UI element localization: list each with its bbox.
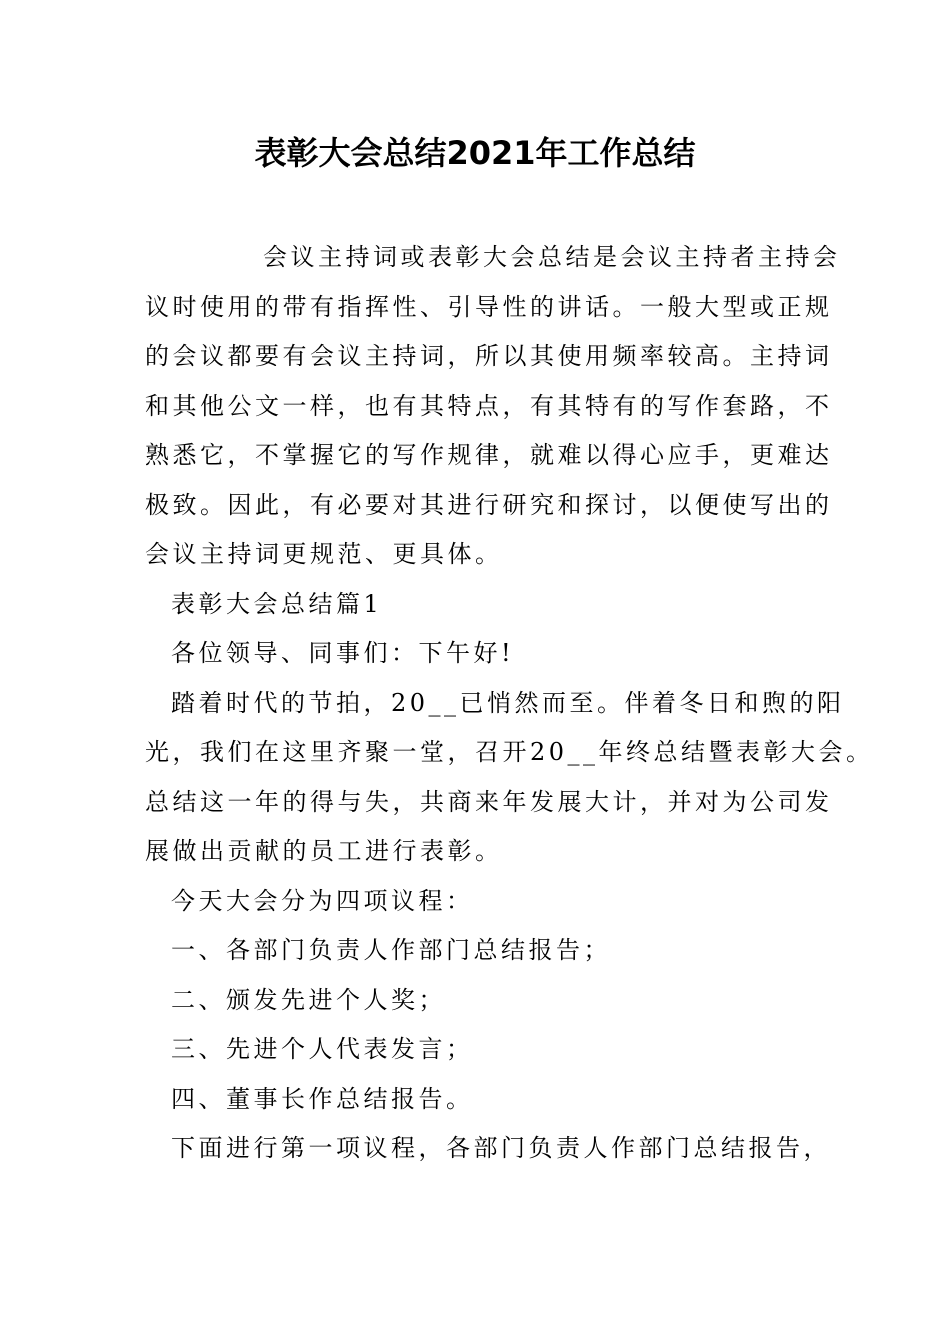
agenda-item: 四、董事长作总结报告。 — [171, 1084, 474, 1113]
text-line: 熟悉它，不掌握它的写作规律，就难以得心应手，更难达 — [145, 441, 833, 469]
text-line: 会议主持词更规范、更具体。 — [145, 540, 503, 568]
text-line: 极致。因此，有必要对其进行研究和探讨，以便使写出的 — [145, 490, 833, 519]
document-body — [145, 233, 874, 1174]
agenda-item: 二、颁发先进个人奖； — [171, 985, 446, 1014]
agenda-item: 三、先进个人代表发言； — [171, 1035, 474, 1063]
agenda-item: 一、各部门负责人作部门总结报告； — [171, 936, 611, 964]
text-line: 展做出贡献的员工进行表彰。 — [145, 837, 503, 865]
document-title: 表彰大会总结2021年工作总结 — [254, 134, 696, 172]
text-line: 议时使用的带有指挥性、引导性的讲话。一般大型或正规 — [145, 292, 833, 321]
text-line: 下面进行第一项议程，各部门负责人作部门总结报告， — [171, 1134, 831, 1162]
text-line: 踏着时代的节拍，20__已悄然而至。伴着冬日和煦的阳 — [171, 688, 845, 717]
greeting-line: 各位领导、同事们：下午好! — [171, 639, 515, 667]
text-line: 会议主持词或表彰大会总结是会议主持者主持会 — [263, 243, 841, 271]
text-line: 总结这一年的得与失，共商来年发展大计，并对为公司发 — [145, 787, 833, 816]
text-line: 和其他公文一样，也有其特点，有其特有的写作套路，不 — [145, 391, 833, 420]
section-heading: 表彰大会总结篇1 — [171, 589, 383, 618]
text-line: 光，我们在这里齐聚一堂，召开20__年终总结暨表彰大会。 — [145, 738, 874, 766]
text-line: 今天大会分为四项议程： — [171, 886, 474, 915]
text-line: 的会议都要有会议主持词，所以其使用频率较高。主持词 — [145, 342, 833, 370]
